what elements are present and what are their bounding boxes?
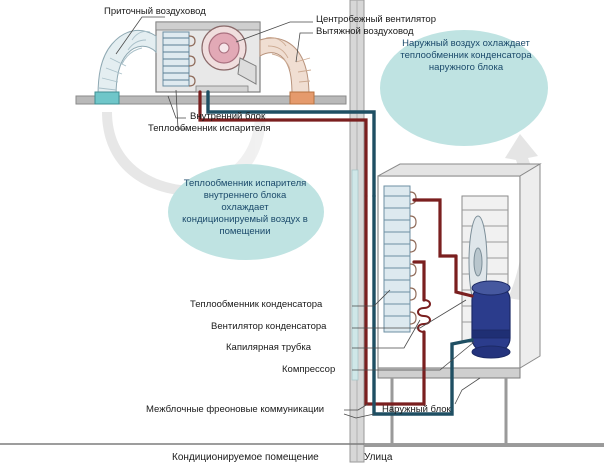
label-indoor-unit: Внутренний блок bbox=[190, 111, 266, 122]
label-freon-lines: Межблочные фреоновые коммуникации bbox=[146, 404, 325, 415]
evaporator-coil bbox=[163, 32, 189, 86]
label-evaporator-heat-exchanger: Теплообменник испарителя bbox=[148, 123, 271, 134]
label-street: Улица bbox=[364, 452, 393, 463]
label-compressor: Компрессор bbox=[282, 364, 336, 375]
label-capillary-tube: Капилярная трубка bbox=[226, 342, 312, 353]
label-condenser-fan: Вентилятор конденсатора bbox=[211, 321, 327, 332]
indoor-callout-text: Теплообменник испарителя внутреннего блока охлаждает кондиционируемый воздух в помещении bbox=[182, 178, 308, 237]
supply-grille bbox=[95, 92, 119, 104]
label-conditioned-room: Кондиционируемое помещение bbox=[172, 452, 319, 463]
exhaust-duct bbox=[260, 37, 314, 104]
exhaust-grille bbox=[290, 92, 314, 104]
label-condenser-heat-exchanger: Теплообменник конденсатора bbox=[190, 299, 323, 310]
label-centrifugal-fan: Центробежный вентилятор bbox=[316, 14, 436, 25]
label-supply-duct: Приточный воздуховод bbox=[104, 6, 206, 17]
label-exhaust-duct: Вытяжной воздуховод bbox=[316, 26, 414, 37]
label-outdoor-unit: Наружный блок bbox=[382, 404, 451, 415]
condenser-coil bbox=[384, 186, 416, 332]
riser-pipe-chase bbox=[352, 170, 358, 380]
outdoor-unit-base bbox=[378, 368, 520, 378]
compressor bbox=[472, 281, 510, 358]
discharge-line bbox=[414, 200, 456, 256]
outdoor-callout-text: Наружный воздух охлаждает теплообменник конденсатора наружного блока bbox=[400, 38, 532, 73]
capillary-tube bbox=[418, 300, 430, 332]
supply-duct bbox=[95, 30, 156, 104]
